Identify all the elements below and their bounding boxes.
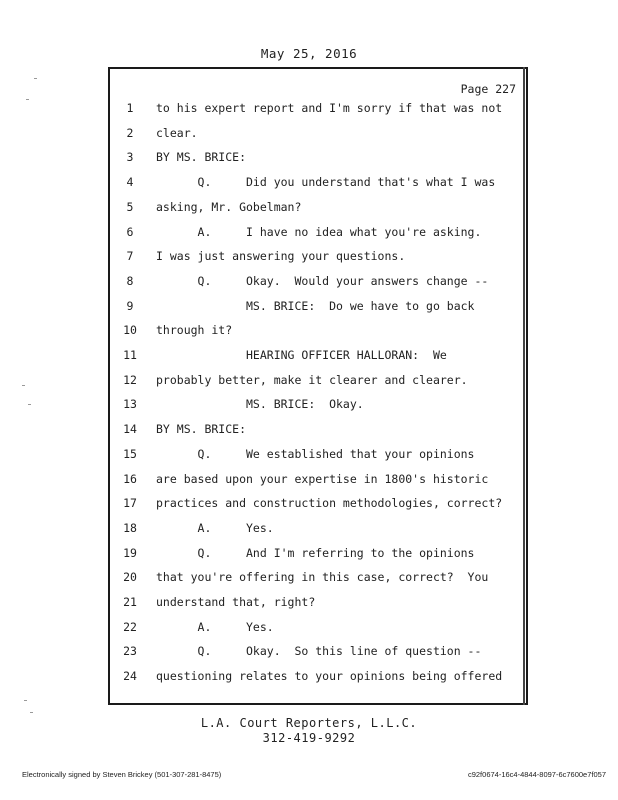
transcript-line	[110, 200, 530, 222]
line-number: 17	[123, 496, 137, 511]
line-text: BY MS. BRICE:	[156, 422, 247, 437]
line-number: 13	[123, 397, 137, 412]
line-number: 5	[126, 199, 134, 214]
line-number: 8	[126, 273, 134, 288]
transcript-line	[110, 225, 530, 247]
line-text: through it?	[156, 323, 233, 338]
transcript-line	[110, 422, 530, 444]
line-text: Q. Did you understand that's what I was	[156, 175, 496, 190]
line-text: to his expert report and I'm sorry if that was not	[156, 101, 503, 115]
line-text: Q. And I'm referring to the opinions	[156, 545, 475, 560]
line-number: 19	[123, 545, 137, 560]
transcript-line	[110, 175, 530, 197]
line-text: A. Yes.	[156, 520, 274, 535]
line-text: Q. Okay. Would your answers change --	[156, 273, 489, 288]
transcript-line	[110, 323, 530, 345]
line-text: Q. Okay. So this line of question --	[156, 644, 482, 659]
transcript-line	[110, 126, 530, 148]
line-number: 23	[123, 644, 137, 659]
line-text: understand that, right?	[156, 595, 316, 609]
transcript-line	[110, 447, 530, 469]
line-text: questioning relates to your opinions being offered	[156, 669, 503, 684]
scan-speck	[30, 712, 33, 713]
header-date: May 25, 2016	[260, 46, 358, 61]
transcript-line	[110, 496, 530, 518]
line-text: Q. We established that your opinions	[156, 446, 475, 461]
line-number: 15	[123, 446, 137, 461]
line-text: MS. BRICE: Do we have to go back	[156, 298, 475, 313]
line-text: I was just answering your questions.	[156, 249, 406, 264]
footer-company: L.A. Court Reporters, L.L.C.	[200, 716, 418, 730]
transcript-line	[110, 397, 530, 419]
transcript-line	[110, 373, 530, 395]
footer-phone: 312-419-9292	[262, 731, 356, 745]
line-number: 18	[123, 520, 137, 535]
transcript-line	[110, 521, 530, 543]
line-number: 4	[126, 175, 134, 190]
transcript-line	[110, 299, 530, 321]
line-text: clear.	[156, 125, 198, 140]
signature-left: Electronically signed by Steven Brickey (501-307-281-8475)	[22, 770, 222, 779]
line-number: 14	[123, 422, 137, 437]
line-text: practices and construction methodologies, correct?	[156, 496, 503, 511]
line-text: asking, Mr. Gobelman?	[156, 199, 302, 214]
line-text: probably better, make it clearer and clearer.	[156, 372, 468, 387]
line-number: 16	[123, 471, 137, 486]
line-number: 12	[123, 372, 137, 387]
transcript-line	[110, 669, 530, 691]
line-text: BY MS. BRICE:	[156, 150, 247, 165]
transcript-line	[110, 101, 530, 123]
line-number: 22	[123, 619, 137, 634]
line-number: 20	[123, 570, 137, 585]
transcript-line	[110, 570, 530, 592]
transcript-line	[110, 348, 530, 370]
line-number: 7	[126, 249, 134, 264]
line-number: 1	[126, 101, 134, 115]
line-number: 2	[126, 125, 134, 140]
transcript-line	[110, 249, 530, 271]
line-text: that you're offering in this case, correct? You	[156, 570, 489, 585]
line-number: 3	[126, 150, 134, 165]
line-number: 24	[123, 669, 137, 684]
transcript-line	[110, 546, 530, 568]
transcript-line	[110, 274, 530, 296]
line-number: 9	[126, 298, 134, 313]
line-number: 21	[123, 595, 137, 609]
line-number: 11	[123, 348, 137, 362]
scan-speck	[22, 385, 25, 386]
transcript-line	[110, 620, 530, 642]
line-text: A. I have no idea what you're asking.	[156, 224, 482, 239]
line-text: HEARING OFFICER HALLORAN: We	[156, 348, 447, 362]
line-text: A. Yes.	[156, 619, 274, 634]
line-text: are based upon your expertise in 1800's historic	[156, 471, 489, 486]
page-label: Page 227	[460, 82, 516, 96]
line-text: MS. BRICE: Okay.	[156, 397, 364, 412]
transcript-line	[110, 595, 530, 617]
signature-right: c92f0674-16c4-4844-8097-6c7600e7f057	[467, 770, 606, 779]
transcript-line	[110, 150, 530, 172]
line-number: 10	[123, 323, 137, 338]
scan-speck	[28, 404, 31, 405]
line-number: 6	[126, 224, 134, 239]
scan-speck	[26, 99, 29, 100]
transcript-line	[110, 644, 530, 666]
scan-speck	[34, 78, 37, 79]
scan-speck	[24, 700, 27, 701]
transcript-line	[110, 472, 530, 494]
